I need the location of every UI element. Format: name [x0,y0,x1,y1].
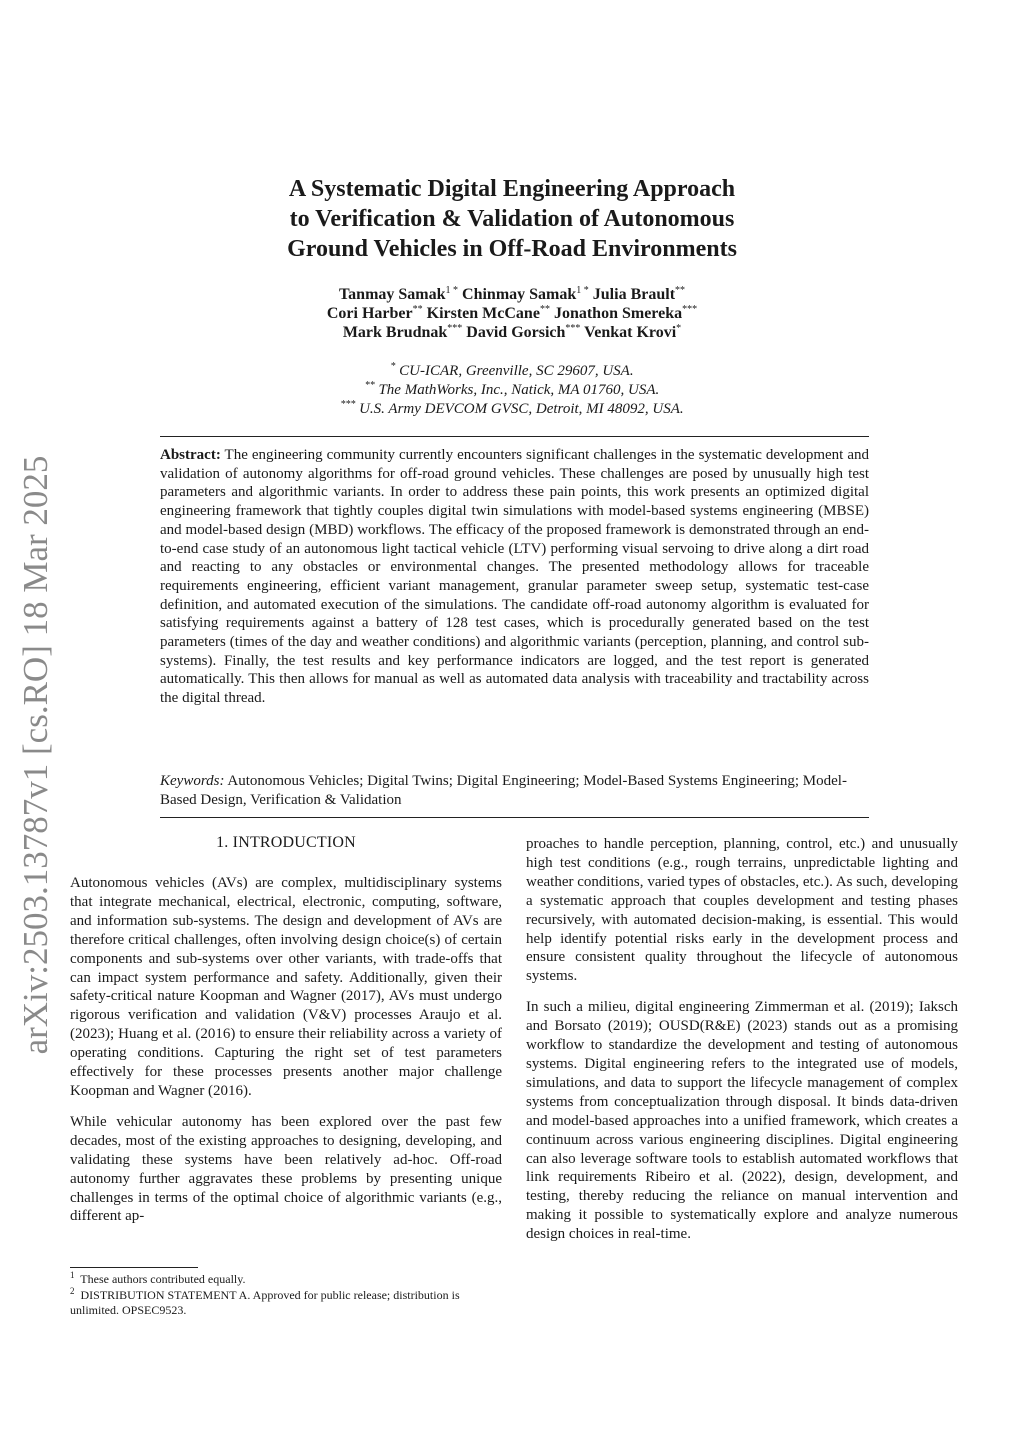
footnote [70,1285,502,1319]
author-mark: ** [412,304,423,315]
title-line: A Systematic Digital Engineering Approach [288,176,736,202]
footnote-rule [70,1267,198,1268]
abstract-top-rule [160,436,869,437]
abstract-label: Abstract: [160,447,221,463]
author-line [200,304,824,323]
author-name: Mark Brudnak [342,324,448,341]
arxiv-identifier-text: arXiv:2503.13787v1 [cs.RO] 18 Mar 2025 [16,455,55,1055]
author-mark: *** [447,323,463,334]
affiliation [200,381,824,400]
keywords [160,772,869,809]
affiliation-mark: *** [340,399,356,410]
paper-title [200,174,824,264]
footnote [70,1272,502,1288]
footnote-text: These authors contributed equally. [80,1272,246,1286]
paragraph: proaches to handle perception, planning, control, etc.) and unusually high test conditions (e.g., rough terrains, unpredictable lighting and weather conditions, varied types of obstacles, etc.). As such, developing a systematic approach that couples development and testing phases recursively, with automated decision-making, is essential. This would help identify potential risks early in the development process and ensure consistent quality throughout the lifecycle of autonomous systems. [526,836,958,985]
paragraph: While vehicular autonomy has been explored over the past few decades, most of the existing approaches to designing, developing, and validating these systems have been relatively ad-hoc. Off-road autonomy further aggravates these problems by presenting unique challenges in terms of the optimal choice of algorithmic variants (e.g., different ap- [70,1113,502,1225]
title-line: Ground Vehicles in Off-Road Environments [287,236,737,262]
abstract [160,446,869,708]
author-name: Chinmay Samak [462,286,577,303]
author-mark: 1 * [445,285,459,296]
footnote-mark: 1 [70,1270,75,1280]
author-list [200,285,824,342]
author-mark: *** [682,304,698,315]
affiliation [200,400,824,419]
author-name: Venkat Krovi [584,324,677,341]
arxiv-identifier-stamp [10,447,62,1063]
abstract-bottom-rule [160,817,869,818]
author-name: David Gorsich [466,324,566,341]
abstract-text: The engineering community currently encounters significant challenges in the systematic development and validation of autonomy algorithms for off-road ground vehicles. These challenges are posed by unusually high test parameters and algorithmic variants. In order to address these pain points, this work presents an optimized digital engineering framework that tightly couples digital twin simulations with model-based systems engineering (MBSE) and model-based design (MBD) workflows. The efficacy of the proposed framework is demonstrated through an end-to-end case study of an autonomous light tactical vehicle (LTV) performing visual servoing to drive along a dirt road and reacting to any obstacles or environmental changes. The presented methodology allows for traceable requirements engineering, efficient variant management, granular parameter sweep setup, systematic test-case definition, and automated execution of the simulations. The candidate off-road autonomy algorithm is evaluated for satisfying requirements against a battery of 128 test cases, which is procedurally generated based on the test parameters (times of the day and weather conditions) and algorithmic variants (perception, planning, and control sub-systems). Finally, the test results and key performance indicators are logged, and the test report is generated automatically. This then allows for manual as well as automated data analysis with traceability and tractability across the digital thread. [160,447,869,707]
paragraph: In such a milieu, digital engineering Zimmerman et al. (2019); Iaksch and Borsato (2019); OUSD(R&E) (2023) stands out as a promising workflow to standardize the development and testing of autonomous systems. Digital engineering refers to the integrated use of models, simulations, and data to support the lifecycle management of complex systems from conceptualization through disposal. It binds data-driven and model-based approaches into a unified framework, which creates a continuum across various engineering disciplines. Digital engineering can also leverage software tools to establish automated workflows that link requirements Ribeiro et al. (2022), design, development, and testing, thereby reducing the reliance on manual intervention and making it possible to systematically explore and analyze numerous design choices in real-time. [526,999,958,1243]
footnote-mark: 2 [70,1285,75,1296]
affiliation-text: U.S. Army DEVCOM GVSC, Detroit, MI 48092, USA. [359,401,684,417]
author-name: Cori Harber [326,305,413,322]
footnote-text: DISTRIBUTION STATEMENT A. Approved for public release; distribution is unlimited. OPSEC9523. [70,1287,460,1317]
keywords-text: Autonomous Vehicles; Digital Twins; Digital Engineering; Model-Based Systems Engineering; Model-Based Design, Verification & Validation [160,773,847,808]
section-heading: 1. INTRODUCTION [216,834,356,851]
affiliation-mark: * [390,361,396,372]
keywords-label: Keywords: [160,773,225,789]
author-mark: 1 * [576,285,589,296]
author-mark: ** [539,304,550,315]
author-line [200,285,824,304]
author-name: Kirsten McCane [426,305,540,322]
author-name: Tanmay Samak [338,286,446,303]
author-line [200,323,824,342]
footnotes [70,1272,502,1319]
author-mark: * [676,323,682,334]
author-mark: ** [675,285,686,296]
author-mark: *** [565,323,581,334]
affiliation-text: CU-ICAR, Greenville, SC 29607, USA. [399,363,634,379]
paragraph: Autonomous vehicles (AVs) are complex, multidisciplinary systems that integrate mechanical, electrical, electronic, computing, software, and information sub-systems. The design and development of AVs are therefore critical challenges, often involving design choice(s) of certain components and sub-systems over other variants, with trade-offs that can impact system performance and safety. Additionally, given their safety-critical nature Koopman and Wagner (2017), AVs must undergo rigorous verification and validation (V&V) processes Araujo et al. (2023); Huang et al. (2016) to ensure their reliability across a variety of operating conditions. Capturing the right set of test parameters effectively for these processes presents another major challenge Koopman and Wagner (2016). [70,875,502,1099]
affiliation [200,362,824,381]
affiliation-mark: ** [364,380,375,391]
author-name: Jonathon Smereka [553,305,683,322]
affiliation-text: The MathWorks, Inc., Natick, MA 01760, USA. [378,382,660,398]
title-line: to Verification & Validation of Autonomous [289,206,735,232]
author-name: Julia Brault [592,286,676,303]
affiliation-list [200,362,824,419]
left-column [70,874,502,1238]
right-column [526,835,958,1256]
